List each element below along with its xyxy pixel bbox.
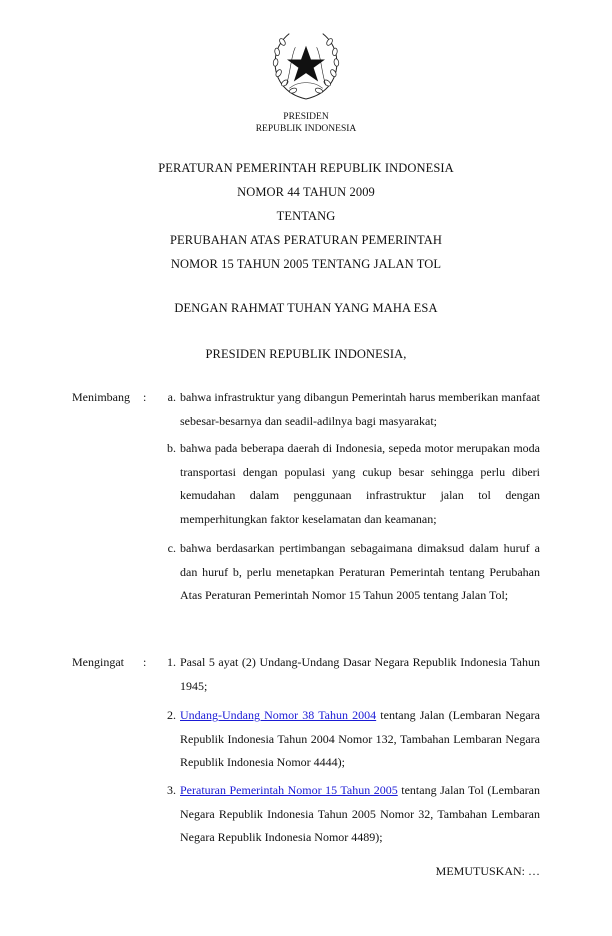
- mengingat-item-3: [180, 779, 540, 850]
- list-marker: c.: [167, 541, 176, 555]
- mengingat-item-2: [180, 704, 540, 775]
- undang-undang-38-2004-link[interactable]: Undang-Undang Nomor 38 Tahun 2004: [180, 708, 377, 722]
- title-line-5: NOMOR 15 TAHUN 2005 TENTANG JALAN TOL: [170, 257, 442, 271]
- list-marker: 1.: [167, 655, 176, 669]
- title-line-2: NOMOR 44 TAHUN 2009: [237, 185, 375, 199]
- title-line-4: PERUBAHAN ATAS PERATURAN PEMERINTAH: [169, 233, 442, 247]
- mengingat-item-3-text: tentang Jalan Tol (Lembaran Negara Republik Indonesia Tahun 2005 Nomor 32, Tambahan Lembaran Negara Republik Indonesia Nomor 4489);: [180, 783, 540, 845]
- peraturan-pemerintah-15-2005-link[interactable]: Peraturan Pemerintah Nomor 15 Tahun 2005: [180, 783, 398, 797]
- mengingat-item-2-text: tentang Jalan (Lembaran Negara Republik Indonesia Tahun 2004 Nomor 132, Tambahan Lembaran Negara Republik Indonesia Nomor 4444);: [180, 708, 540, 770]
- list-marker: a.: [167, 390, 176, 404]
- header-line-presiden: PRESIDEN: [283, 112, 329, 122]
- list-marker: b.: [167, 441, 176, 455]
- title-line-1: PERATURAN PEMERINTAH REPUBLIK INDONESIA: [158, 161, 454, 175]
- menimbang-item-c: bahwa berdasarkan pertimbangan sebagaimana dimaksud dalam huruf a dan huruf b, perlu menetapkan Peraturan Pemerintah tentang Perubahan Atas Peraturan Pemerintah Nomor 15 Tahun 2005 tentang Jalan Tol;: [180, 541, 540, 603]
- list-marker: 3.: [167, 783, 176, 797]
- menimbang-label: Menimbang: [72, 390, 130, 404]
- mengingat-item-1: Pasal 5 ayat (2) Undang-Undang Dasar Negara Republik Indonesia Tahun 1945;: [180, 655, 540, 693]
- mengingat-label: Mengingat: [72, 655, 124, 669]
- title-line-3: TENTANG: [276, 209, 336, 223]
- menimbang-item-a: bahwa infrastruktur yang dibangun Pemerintah harus memberikan manfaat sebesar-besarnya dan seadil-adilnya bagi masyarakat;: [180, 390, 540, 428]
- mengingat-colon: :: [143, 655, 147, 669]
- list-marker: 2.: [167, 708, 176, 722]
- memutuskan-continuation: MEMUTUSKAN: …: [435, 864, 540, 878]
- preamble: DENGAN RAHMAT TUHAN YANG MAHA ESA: [174, 301, 438, 315]
- garuda-star-emblem-icon: [268, 26, 344, 102]
- header-line-republik: REPUBLIK INDONESIA: [255, 124, 357, 134]
- authority: PRESIDEN REPUBLIK INDONESIA,: [205, 347, 407, 361]
- menimbang-item-b: bahwa pada beberapa daerah di Indonesia, sepeda motor merupakan moda transportasi dengan populasi yang cukup besar sehingga perlu diberi kemudahan dalam penggunaan infrastruktur jalan tol dengan memperhitungkan faktor keselamatan dan keamanan;: [180, 441, 540, 526]
- menimbang-colon: :: [143, 390, 147, 404]
